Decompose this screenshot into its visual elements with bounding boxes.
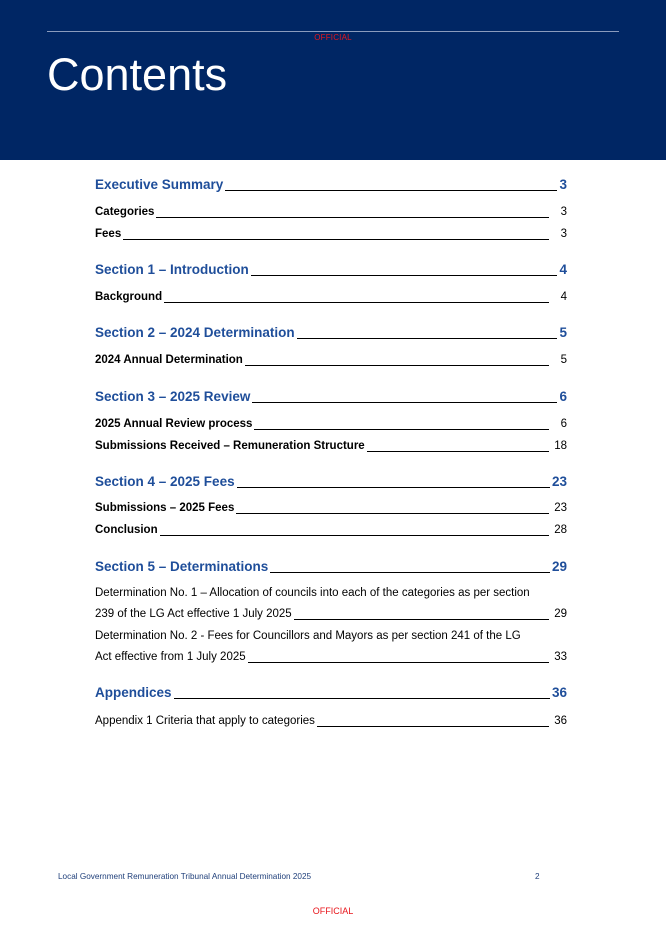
toc-page-number: 3 [559,177,567,192]
toc-entry-appendix-1[interactable] [95,716,567,728]
toc-page-number: 4 [559,262,567,277]
toc-page-number: 23 [551,474,567,489]
toc-entry-label: Section 2 – 2024 Determination [95,325,295,340]
toc-leader [248,662,549,663]
toc-leader [225,190,557,191]
toc-entry-determination-2[interactable] [95,652,567,664]
toc-leader [294,619,549,620]
toc-leader [164,302,549,303]
toc-entry-background[interactable] [95,292,567,304]
toc-entry-label: Section 5 – Determinations [95,559,269,574]
toc-leader [270,572,550,573]
toc-entry-label: 2025 Annual Review process [95,418,253,430]
toc-entry-determination-2-line-1[interactable]: Determination No. 2 - Fees for Councillors and Mayors as per section 241 of the LG [95,630,521,642]
toc-leader [160,535,549,536]
toc-leader [254,429,549,430]
toc-entry-label: 2024 Annual Determination [95,354,243,366]
toc-leader [252,402,557,403]
toc-entry-categories[interactable] [95,207,567,219]
toc-page-number: 29 [554,608,567,620]
footer-text: Local Government Remuneration Tribunal Annual Determination 2025 [58,872,312,881]
toc-entry-label: Background [95,291,163,303]
toc-leader [317,726,549,727]
toc-entry-label: Section 4 – 2025 Fees [95,474,235,489]
toc-leader [123,239,549,240]
toc-entry-section-1[interactable] [95,263,567,277]
toc-entry-label: Fees [95,228,122,240]
toc-entry-label: Act effective from 1 July 2025 [95,651,246,663]
toc-page-number: 33 [554,651,567,663]
toc-entry-submissions-fees[interactable] [95,503,567,515]
toc-page-number: 29 [551,559,567,574]
toc-leader [174,698,550,699]
toc-page-number: 23 [554,502,567,514]
toc-leader [156,217,549,218]
toc-entry-label: Categories [95,206,155,218]
toc-entry-label: Section 3 – 2025 Review [95,389,251,404]
toc-entry-label: 239 of the LG Act effective 1 July 2025 [95,608,292,620]
toc-page-number: 6 [560,418,567,430]
toc-entry-appendices[interactable] [95,686,567,700]
toc-entry-2024-annual-determination[interactable] [95,355,567,367]
header-banner [0,0,666,160]
toc-page-number: 6 [559,389,567,404]
footer-page-number: 2 [535,872,540,881]
toc-entry-label: Submissions – 2025 Fees [95,502,235,514]
toc-page-number: 28 [554,524,567,536]
toc-entry-section-2[interactable] [95,326,567,340]
toc-entry-2025-annual-review[interactable] [95,419,567,431]
toc-entry-label: Appendices [95,685,172,700]
toc-leader [367,451,549,452]
toc-page-number: 36 [551,685,567,700]
toc-entry-label: Section 1 – Introduction [95,262,249,277]
classification-label-bottom: OFFICIAL [312,906,354,916]
page-title: Contents [47,49,228,100]
toc-entry-determination-1-line-1[interactable]: Determination No. 1 – Allocation of councils into each of the categories as per section [95,587,530,599]
toc-leader [297,338,558,339]
toc-entry-label: Executive Summary [95,177,224,192]
toc-entry-fees[interactable] [95,229,567,241]
toc-entry-executive-summary[interactable] [95,178,567,192]
toc-leader [251,275,558,276]
toc-page-number: 36 [554,715,567,727]
toc-leader [237,487,550,488]
toc-entry-conclusion[interactable] [95,525,567,537]
toc-page-number: 18 [554,440,567,452]
header-rule [47,31,619,32]
toc-entry-label: Submissions Received – Remuneration Structure [95,440,365,452]
toc-page-number: 5 [560,354,567,366]
toc-entry-determination-1[interactable] [95,609,567,621]
toc-entry-label: Conclusion [95,524,158,536]
toc-entry-section-3[interactable] [95,390,567,404]
toc-entry-section-4[interactable] [95,475,567,489]
toc-entry-section-5[interactable] [95,560,567,574]
toc-entry-label: Appendix 1 Criteria that apply to categories [95,715,315,727]
toc-page-number: 3 [560,228,567,240]
toc-entry-submissions-remuneration[interactable] [95,441,567,453]
toc-page-number: 3 [560,206,567,218]
toc-page-number: 4 [560,291,567,303]
toc-leader [236,513,549,514]
toc-page-number: 5 [559,325,567,340]
classification-label-top: OFFICIAL [314,33,352,42]
toc-leader [245,365,549,366]
